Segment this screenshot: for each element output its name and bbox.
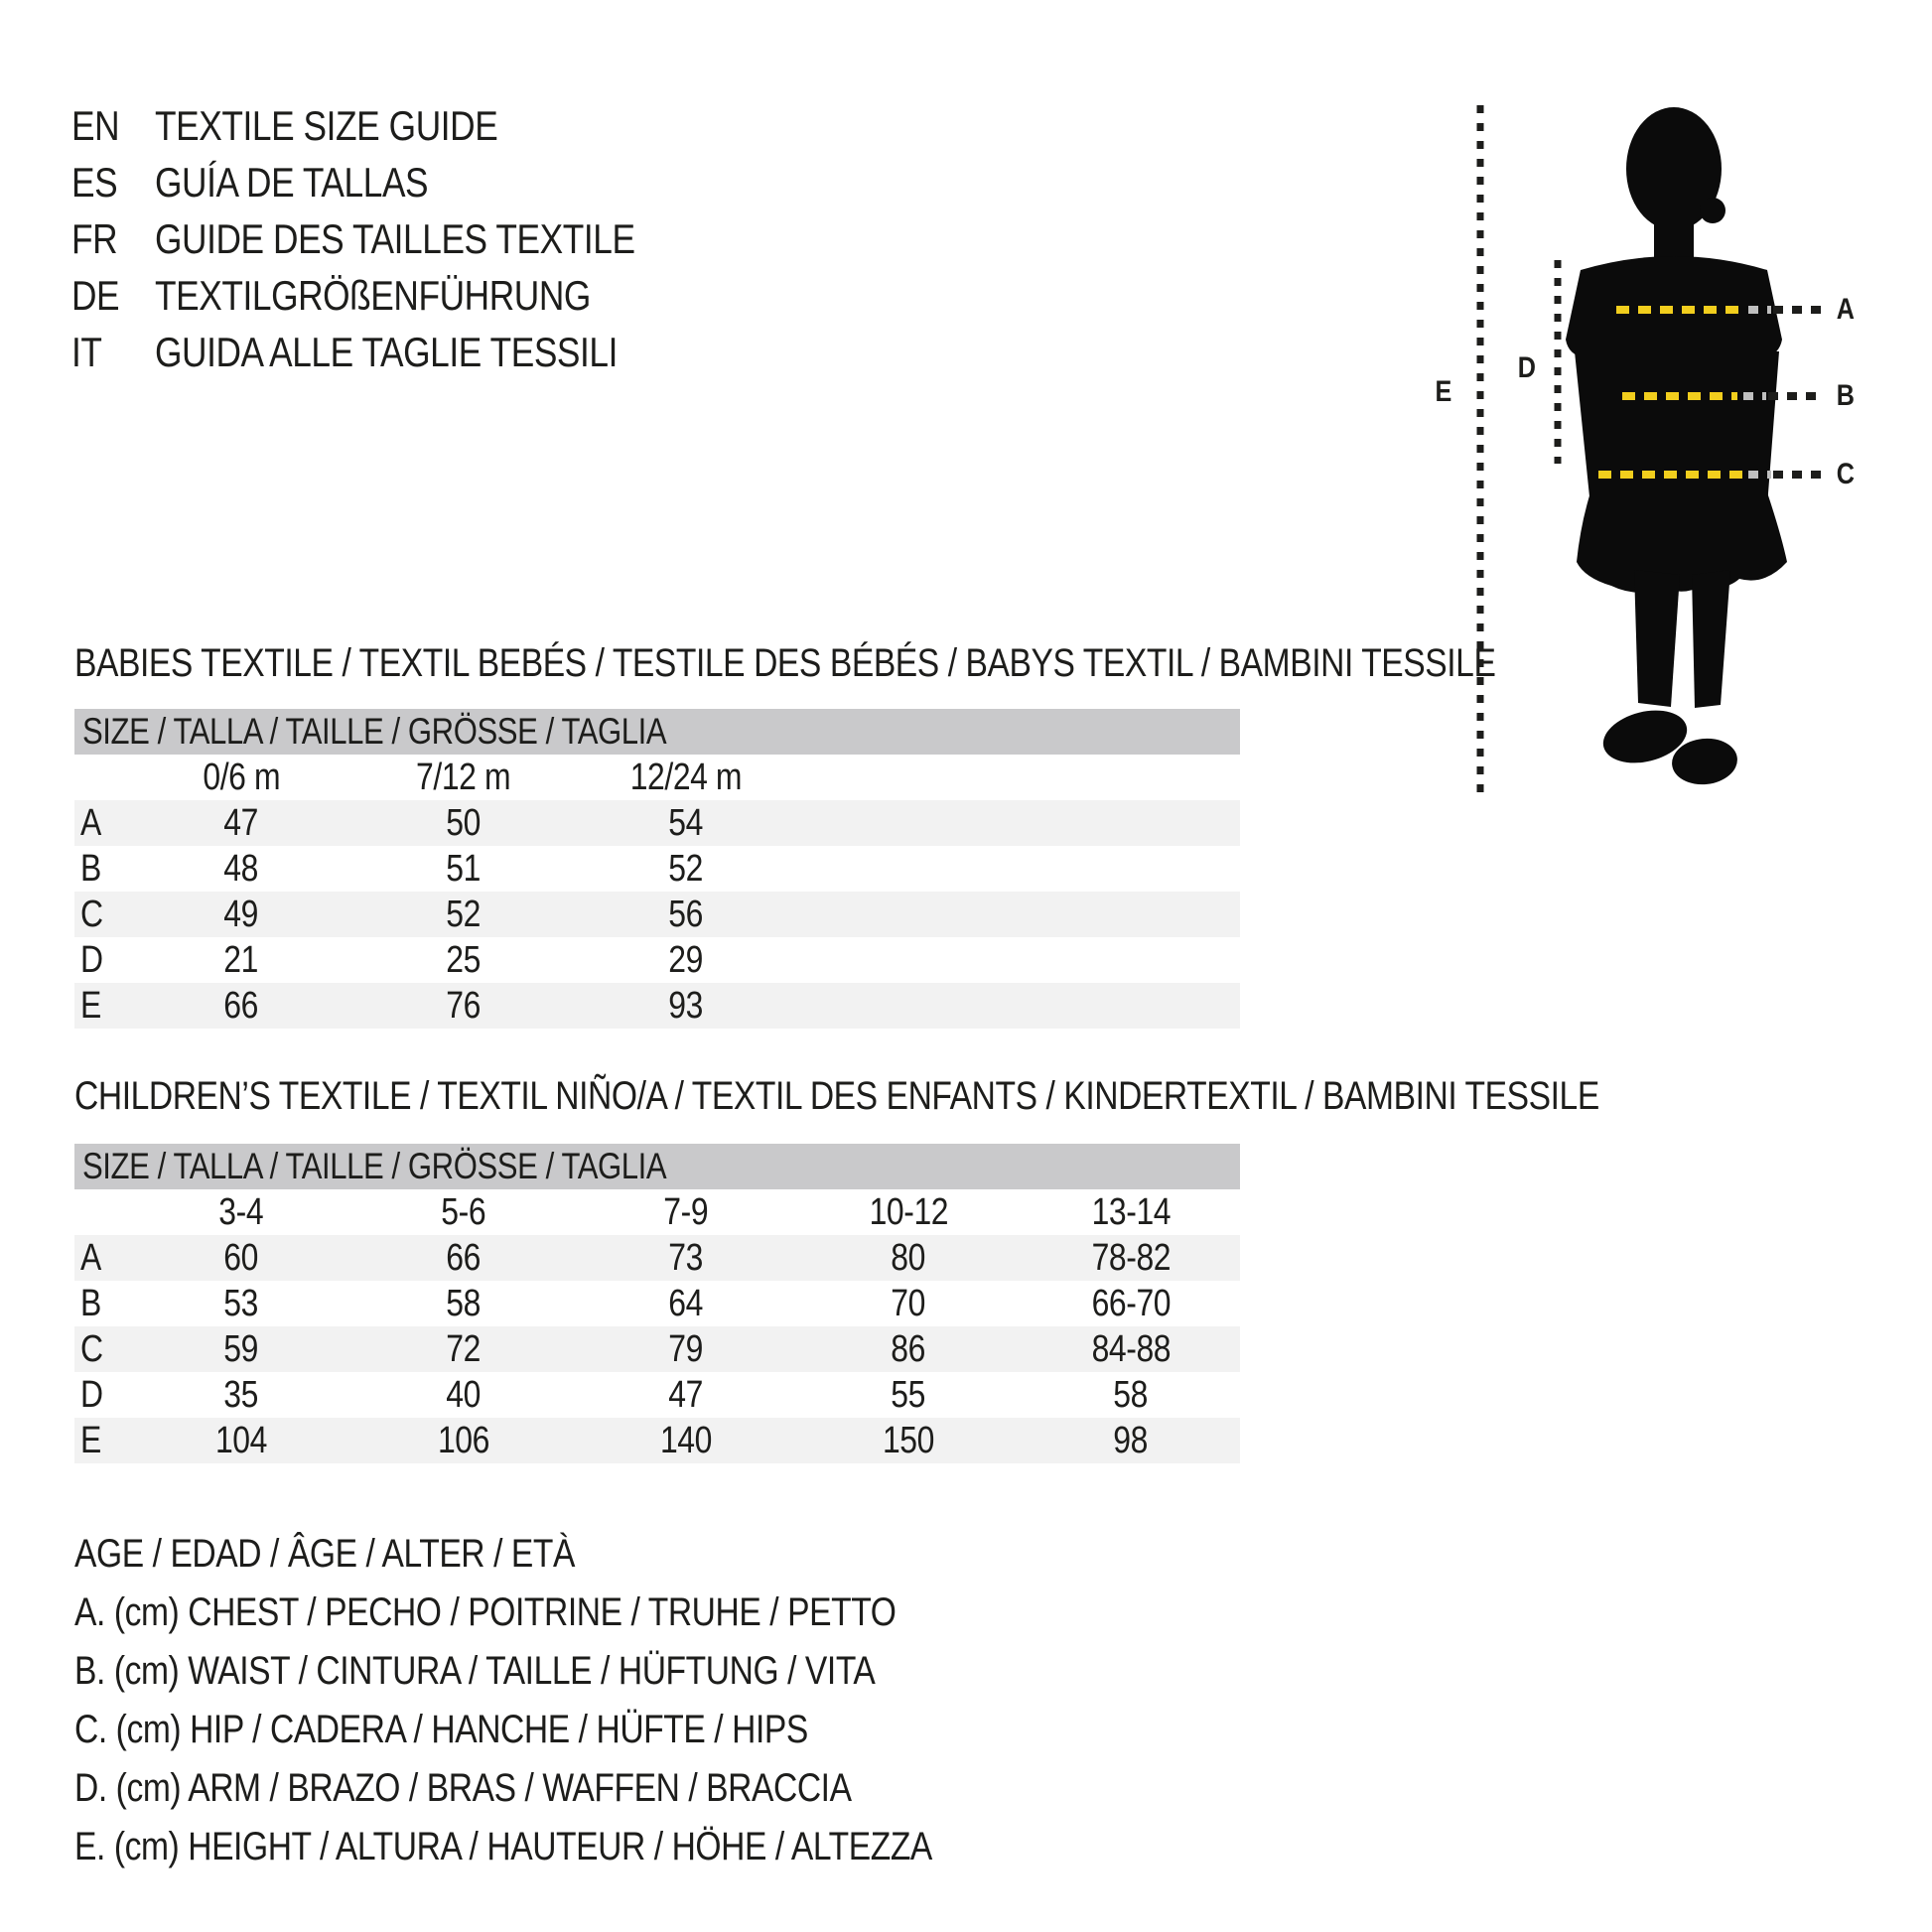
- language-title-block: [71, 97, 727, 380]
- cell-value: 58: [1113, 1374, 1149, 1416]
- row-label: B: [80, 1283, 101, 1324]
- row-label: E: [80, 1420, 101, 1461]
- column-header: 13-14: [1091, 1191, 1171, 1233]
- cell-value: 66: [446, 1237, 482, 1279]
- cell-value: 40: [446, 1374, 482, 1416]
- cell-value: 56: [668, 894, 704, 935]
- column-header: 5-6: [441, 1191, 486, 1233]
- cell-value: 47: [668, 1374, 704, 1416]
- cell-value: 52: [446, 894, 482, 935]
- row-label: B: [80, 848, 101, 890]
- language-code: IT: [71, 329, 102, 375]
- cell-value: 80: [891, 1237, 926, 1279]
- row-label: C: [80, 894, 103, 935]
- language-row-en: [71, 97, 727, 154]
- cell-value: 59: [223, 1328, 259, 1370]
- cell-value: 35: [223, 1374, 259, 1416]
- row-label: [74, 1189, 130, 1235]
- table-row-b: [74, 846, 1240, 892]
- babies-section-title: BABIES TEXTILE / TEXTIL BEBÉS / TESTILE DES BÉBÉS / BABYS TEXTIL / BAMBINI TESSILE: [74, 641, 1496, 685]
- row-label: A: [80, 1237, 101, 1279]
- cell-value: 48: [223, 848, 259, 890]
- cell-value: 93: [668, 985, 704, 1027]
- column-header: 7/12 m: [416, 757, 511, 798]
- cell-value: 55: [891, 1374, 926, 1416]
- table-row-e: [74, 983, 1240, 1029]
- children-table-rows: [74, 1189, 1240, 1463]
- language-row-it: [71, 324, 727, 380]
- table-row-e: [74, 1418, 1240, 1463]
- legend-line: C. (cm) HIP / CADERA / HANCHE / HÜFTE / HIPS: [74, 1708, 808, 1751]
- cell-value: 47: [223, 802, 259, 844]
- column-header-row: [74, 1189, 1240, 1235]
- column-header: 12/24 m: [629, 757, 743, 798]
- figure-label-e: E: [1435, 375, 1451, 408]
- cell-value: 84-88: [1091, 1328, 1171, 1370]
- child-silhouette-figure: [1370, 60, 1906, 854]
- legend-line: A. (cm) CHEST / PECHO / POITRINE / TRUHE / PETTO: [74, 1590, 897, 1634]
- cell-value: 64: [668, 1283, 704, 1324]
- column-header: 10-12: [869, 1191, 948, 1233]
- figure-label-d: D: [1517, 351, 1536, 384]
- cell-value: 66-70: [1091, 1283, 1171, 1324]
- row-label: [74, 755, 130, 800]
- row-label: D: [80, 939, 103, 981]
- cell-value: 98: [1113, 1420, 1149, 1461]
- cell-value: 60: [223, 1237, 259, 1279]
- legend-age-line: AGE / EDAD / ÂGE / ALTER / ETÀ: [74, 1532, 575, 1576]
- cell-value: 29: [668, 939, 704, 981]
- cell-value: 21: [223, 939, 259, 981]
- cell-value: 104: [214, 1420, 268, 1461]
- language-code: EN: [71, 102, 120, 149]
- table-row-d: [74, 1372, 1240, 1418]
- cell-value: 52: [668, 848, 704, 890]
- cell-value: 70: [891, 1283, 926, 1324]
- language-row-de: [71, 267, 727, 324]
- column-header: 3-4: [218, 1191, 264, 1233]
- table-row-a: [74, 800, 1240, 846]
- cell-value: 86: [891, 1328, 926, 1370]
- cell-value: 51: [446, 848, 482, 890]
- table-row-a: [74, 1235, 1240, 1281]
- language-row-es: [71, 154, 727, 210]
- cell-value: 49: [223, 894, 259, 935]
- cell-value: 66: [223, 985, 259, 1027]
- row-label: E: [80, 985, 101, 1027]
- figure-label-b: B: [1836, 379, 1855, 412]
- cell-value: 140: [659, 1420, 713, 1461]
- child-silhouette: [1566, 107, 1787, 787]
- language-code: ES: [71, 159, 118, 206]
- measurement-legend: [74, 1525, 1095, 1876]
- table-row-c: [74, 1326, 1240, 1372]
- legend-line: E. (cm) HEIGHT / ALTURA / HAUTEUR / HÖHE / ALTEZZA: [74, 1825, 932, 1868]
- cell-value: 73: [668, 1237, 704, 1279]
- cell-value: 72: [446, 1328, 482, 1370]
- language-row-fr: [71, 210, 727, 267]
- cell-value: 150: [882, 1420, 935, 1461]
- language-title: GUÍA DE TALLAS: [155, 159, 429, 206]
- language-title: TEXTILGRÖßENFÜHRUNG: [155, 272, 591, 319]
- babies-size-table: [74, 709, 1240, 1029]
- language-title: GUIDE DES TAILLES TEXTILE: [155, 215, 635, 262]
- row-label: A: [80, 802, 101, 844]
- cell-value: 78-82: [1091, 1237, 1171, 1279]
- cell-value: 53: [223, 1283, 259, 1324]
- legend-line: B. (cm) WAIST / CINTURA / TAILLE / HÜFTUNG / VITA: [74, 1649, 876, 1693]
- children-size-table: [74, 1144, 1240, 1463]
- size-header-bar: SIZE / TALLA / TAILLE / GRÖSSE / TAGLIA: [74, 1144, 1240, 1189]
- column-header-row: [74, 755, 1240, 800]
- size-header-bar: SIZE / TALLA / TAILLE / GRÖSSE / TAGLIA: [74, 709, 1240, 755]
- row-label: D: [80, 1374, 103, 1416]
- cell-value: 25: [446, 939, 482, 981]
- legend-line: D. (cm) ARM / BRAZO / BRAS / WAFFEN / BRACCIA: [74, 1766, 852, 1810]
- language-code: FR: [71, 215, 118, 262]
- children-section-title: CHILDREN’S TEXTILE / TEXTIL NIÑO/A / TEXTIL DES ENFANTS / KINDERTEXTIL / BAMBINI TESSILE: [74, 1074, 1599, 1118]
- language-code: DE: [71, 272, 120, 319]
- table-row-b: [74, 1281, 1240, 1326]
- cell-value: 106: [437, 1420, 490, 1461]
- table-row-d: [74, 937, 1240, 983]
- language-title: GUIDA ALLE TAGLIE TESSILI: [155, 329, 619, 375]
- column-header: 7-9: [663, 1191, 709, 1233]
- table-row-c: [74, 892, 1240, 937]
- column-header: 0/6 m: [203, 757, 280, 798]
- cell-value: 76: [446, 985, 482, 1027]
- babies-table-rows: [74, 755, 1240, 1029]
- cell-value: 50: [446, 802, 482, 844]
- cell-value: 58: [446, 1283, 482, 1324]
- cell-value: 79: [668, 1328, 704, 1370]
- figure-label-c: C: [1836, 458, 1855, 490]
- legend-items: [74, 1584, 1095, 1876]
- language-title: TEXTILE SIZE GUIDE: [155, 102, 498, 149]
- cell-value: 54: [668, 802, 704, 844]
- row-label: C: [80, 1328, 103, 1370]
- figure-label-a: A: [1836, 293, 1855, 326]
